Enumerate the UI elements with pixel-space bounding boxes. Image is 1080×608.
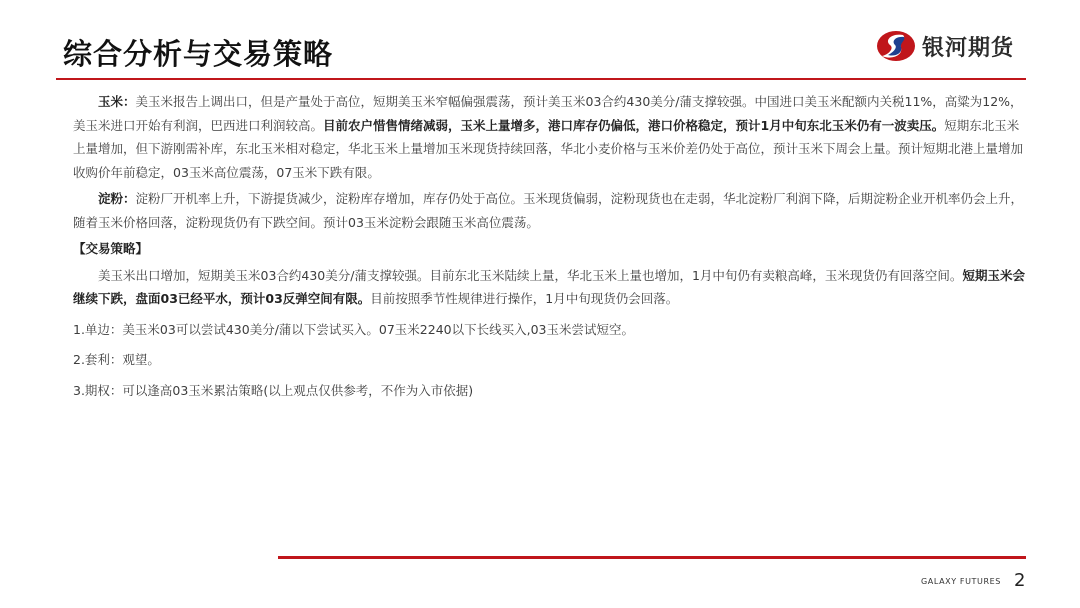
strategy-text-2: 目前按照季节性规律进行操作，1月中旬现货仍会回落。 (370, 291, 679, 306)
strategy-item-single: 1.单边：美玉米03可以尝试430美分/蒲以下尝试买入。07玉米2240以下长线买入,03玉米尝试短空。 (73, 321, 635, 337)
corn-label: 玉米： (98, 94, 136, 109)
page-number: 2 (1014, 570, 1026, 591)
galaxy-logo-icon (876, 29, 916, 63)
strategy-paragraph (73, 264, 1031, 311)
corn-text-2: 短期东北玉米上量增加，但下游刚需补库，东北玉米相对稳定，华北玉米上量增加玉米现货持续回落，华北小麦价格与玉米价差仍处于高位，预计玉米下周会上量。预计短期北港上量增加收购价年前稳定，03玉米高位震荡，07玉米下跌有限。 (73, 117, 1024, 180)
footer-divider (278, 556, 1026, 559)
footer-brand: GALAXY FUTURES (921, 577, 1001, 586)
strategy-heading: 【交易策略】 (73, 241, 149, 256)
strategy-item-options: 3.期权：可以逢高03玉米累沽策略(以上观点仅供参考，不作为入市依据) (73, 382, 474, 398)
strategy-text-1: 美玉米出口增加，短期美玉米03合约430美分/蒲支撑较强。目前东北玉米陆续上量，华北玉米上量也增加，1月中旬仍有卖粮高峰，玉米现货仍有回落空间。 (98, 267, 963, 283)
strategy-item-arbitrage: 2.套利：观望。 (73, 352, 160, 367)
title-divider (56, 78, 1026, 80)
starch-label: 淀粉： (98, 191, 136, 206)
corn-paragraph (73, 90, 1031, 184)
strategy-bold-text: 短期玉米会继续下跌，盘面03已经平水，预计03反弹空间有限。 (73, 267, 1025, 306)
corn-text-1: 美玉米报告上调出口，但是产量处于高位，短期美玉米窄幅偏强震荡，预计美玉米03合约430美分/蒲支撑较强。中国进口美玉米配额内关税11%，高粱为12%，美玉米进口开始有利润，巴西进口利润较高。 (73, 94, 1023, 133)
company-logo (876, 28, 1014, 64)
starch-text: 淀粉厂开机率上升，下游提货减少，淀粉库存增加，库存仍处于高位。玉米现货偏弱，淀粉现货也在走弱，华北淀粉厂利润下降，后期淀粉企业开机率仍会上升，随着玉米价格回落，淀粉现货仍有下跌空间。预计03玉米淀粉会跟随玉米高位震荡。 (73, 191, 1024, 230)
starch-paragraph (73, 187, 1031, 234)
logo-text: 银河期货 (922, 35, 1015, 61)
analysis-content (73, 90, 1031, 405)
corn-bold-text: 目前农户惜售情绪减弱，玉米上量增多，港口库存仍偏低，港口价格稳定，预计1月中旬东北玉米仍有一波卖压。 (323, 117, 945, 133)
page-title: 综合分析与交易策略 (63, 37, 334, 71)
